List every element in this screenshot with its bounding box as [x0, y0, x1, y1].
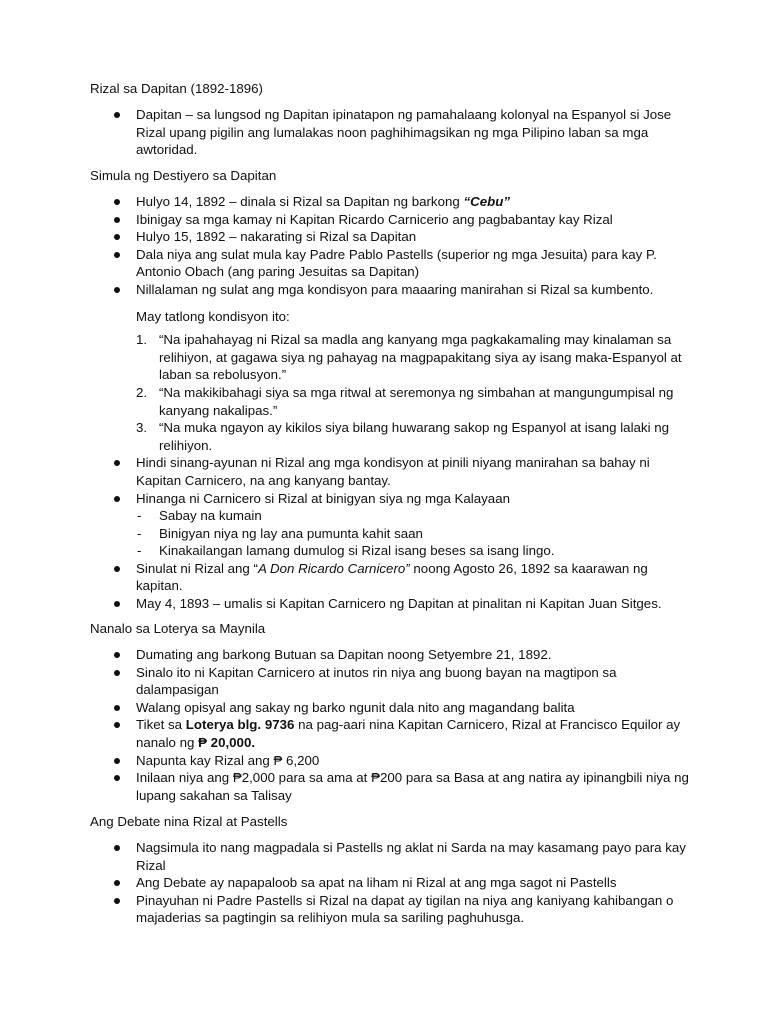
condition-item	[136, 384, 690, 419]
list-item: Dapitan – sa lungsod ng Dapitan ipinatapon ng pamahalaang kolonyal na Espanyol si Jose Rizal upang pigilin ang lumalakas noon paghihimagsikan ng mga Pilipino laban sa mga awtoridad.	[90, 106, 690, 159]
dash-item-text: Binigyan niya ng lay ana pumunta kahit saan	[159, 525, 423, 541]
dash-item	[136, 507, 690, 525]
dash-item	[136, 542, 690, 560]
list-item	[90, 560, 690, 595]
list-item-text: Tiket sa	[136, 717, 186, 733]
condition-item	[136, 419, 690, 454]
conditions-intro: May tatlong kondisyon ito:	[136, 308, 290, 324]
list-item	[90, 490, 690, 560]
dash-marker: -	[137, 543, 142, 559]
list-item: Ang Debate ay napapaloob sa apat na liham ni Rizal at ang mga sagot ni Pastells	[90, 874, 690, 892]
list-item: Hindi sinang-ayunan ni Rizal ang mga kondisyon at pinili niyang manirahan sa bahay ni Kapitan Carnicero, na ang kanyang bantay.	[90, 454, 690, 489]
bullet-list-rizal-sa-dapitan	[90, 106, 690, 159]
condition-item	[136, 331, 690, 384]
list-item: Nagsimula ito nang magpadala si Pastells ng aklat ni Sarda na may kasamang payo para kay Rizal	[90, 839, 690, 874]
dash-item-text: Sabay na kumain	[159, 508, 262, 524]
prize-amount: ₱ 20,000.	[198, 734, 256, 750]
dash-marker: -	[137, 525, 142, 541]
list-item: Hulyo 15, 1892 – nakarating si Rizal sa Dapitan	[90, 228, 690, 246]
ticket-number: Loterya blg. 9736	[185, 717, 295, 733]
dash-marker: -	[137, 508, 142, 524]
section-heading-ang-debate: Ang Debate nina Rizal at Pastells	[90, 814, 288, 829]
list-item	[90, 281, 690, 454]
list-item-text: na pag-aari nina Kapitan Carnicero, Rizal at Francisco Equilor ay nanalo ng	[136, 717, 681, 750]
list-item-text: Hinanga ni Carnicero si Rizal at binigyan siya ng mga Kalayaan	[136, 490, 510, 506]
bullet-list-nanalo-sa-loterya	[90, 646, 690, 804]
list-item: Ibinigay sa mga kamay ni Kapitan Ricardo Carnicerio ang pagbabantay kay Rizal	[90, 211, 690, 229]
list-item-text: Sinulat ni Rizal ang “	[136, 560, 258, 576]
condition-text: “Na ipahahayag ni Rizal sa madla ang kanyang mga pagkakamaling may kinalaman sa relihiyon, at gagawa siya ng pahayag na magpapakitang siya ay isang maka-Espanyol at laban sa rebolusyon.”	[159, 332, 682, 383]
list-item	[90, 193, 690, 211]
list-item: Inilaan niya ang ₱2,000 para sa ama at ₱200 para sa Basa at ang natira ay ipinangbili niya ng lupang sakahan sa Talisay	[90, 769, 690, 804]
list-item	[90, 716, 690, 751]
ship-name: “Cebu”	[463, 194, 511, 209]
condition-number: 3.	[136, 420, 148, 436]
list-item-text: noong Agosto 26, 1892 sa kaarawan ng kapitan.	[136, 560, 648, 594]
section-heading-nanalo-sa-loterya: Nanalo sa Loterya sa Maynila	[90, 621, 266, 636]
bullet-list-simula-ng-destiyero	[90, 193, 690, 613]
condition-text: “Na muka ngayon ay kikilos siya bilang huwarang sakop ng Espanyol at isang lalaki ng relihiyon.	[159, 420, 670, 453]
section-heading-rizal-sa-dapitan: Rizal sa Dapitan (1892-1896)	[90, 81, 263, 96]
list-item: Pinayuhan ni Padre Pastells si Rizal na dapat ay tigilan na niya ang kaniyang kahibangan o majaderias sa pagtingin sa relihiyon mula sa sariling paghuhusga.	[90, 892, 690, 927]
list-item: Napunta kay Rizal ang ₱ 6,200	[90, 752, 690, 770]
condition-number: 1.	[136, 332, 148, 348]
list-item: Walang opisyal ang sakay ng barko ngunit dala nito ang magandang balita	[90, 699, 690, 717]
list-item: May 4, 1893 – umalis si Kapitan Carnicero ng Dapitan at pinalitan ni Kapitan Juan Sitges.	[90, 595, 690, 613]
bullet-list-ang-debate	[90, 839, 690, 927]
poem-title: A Don Ricardo Carnicero”	[257, 560, 410, 576]
list-item: Dumating ang barkong Butuan sa Dapitan noong Setyembre 21, 1892.	[90, 646, 690, 664]
conditions-list	[136, 331, 690, 454]
freedoms-list	[136, 507, 690, 560]
condition-text: “Na makikibahagi siya sa mga ritwal at seremonya ng simbahan at mangungumpisal ng kanyang nakalipas.”	[159, 384, 674, 418]
list-item-text: Hulyo 14, 1892 – dinala si Rizal sa Dapitan ng barkong	[136, 194, 464, 209]
list-item-text: Nillalaman ng sulat ang mga kondisyon para maaaring manirahan si Rizal sa kumbento.	[136, 281, 654, 297]
list-item: Sinalo ito ni Kapitan Carnicero at inutos rin niya ang buong bayan na magtipon sa dalampasigan	[90, 664, 690, 699]
section-heading-simula-ng-destiyero: Simula ng Destiyero sa Dapitan	[90, 168, 277, 183]
dash-item-text: Kinakailangan lamang dumulog si Rizal isang beses sa isang lingo.	[159, 543, 555, 559]
dash-item	[136, 525, 690, 543]
condition-number: 2.	[136, 384, 148, 400]
list-item: Dala niya ang sulat mula kay Padre Pablo Pastells (superior ng mga Jesuita) para kay P. Antonio Obach (ang paring Jesuitas sa Dapitan)	[90, 246, 690, 281]
